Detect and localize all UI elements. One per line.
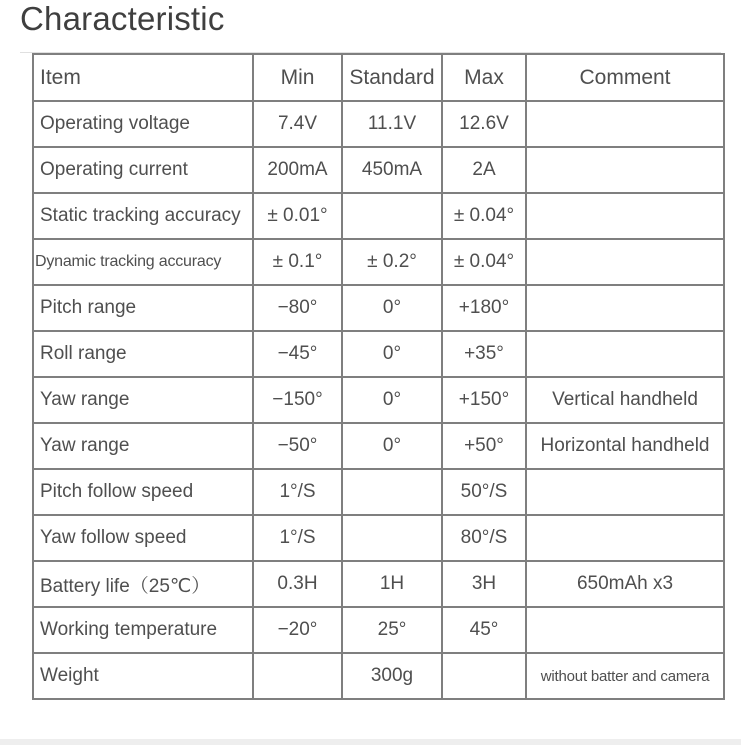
- cell-max: 50°/S: [442, 469, 526, 515]
- cell-min: −20°: [253, 607, 342, 653]
- cell-comment: [526, 239, 724, 285]
- table-row: [33, 331, 724, 377]
- cell-standard: 0°: [342, 285, 442, 331]
- table-row: [33, 101, 724, 147]
- page-title: Characteristic: [20, 0, 225, 37]
- table-row: [33, 377, 724, 423]
- spec-table: [32, 53, 725, 700]
- cell-comment: Horizontal handheld: [526, 423, 724, 469]
- header-item: Item: [33, 54, 253, 101]
- cell-max: +150°: [442, 377, 526, 423]
- cell-standard: [342, 515, 442, 561]
- table-row: [33, 653, 724, 699]
- cell-standard: ± 0.2°: [342, 239, 442, 285]
- cell-standard: [342, 193, 442, 239]
- cell-comment: [526, 331, 724, 377]
- cell-min: −80°: [253, 285, 342, 331]
- cell-standard: 0°: [342, 331, 442, 377]
- table-row: [33, 561, 724, 607]
- cell-standard: 25°: [342, 607, 442, 653]
- cell-comment: [526, 101, 724, 147]
- cell-max: +35°: [442, 331, 526, 377]
- cell-item: Roll range: [33, 331, 253, 377]
- cell-item: Working temperature: [33, 607, 253, 653]
- cell-max: 45°: [442, 607, 526, 653]
- cell-item: Operating current: [33, 147, 253, 193]
- cell-item: Pitch follow speed: [33, 469, 253, 515]
- cell-max: ± 0.04°: [442, 239, 526, 285]
- cell-standard: 450mA: [342, 147, 442, 193]
- cell-min: 1°/S: [253, 469, 342, 515]
- cell-item: Dynamic tracking accuracy: [33, 239, 253, 285]
- table-row: [33, 423, 724, 469]
- table-row: [33, 515, 724, 561]
- cell-standard: 300g: [342, 653, 442, 699]
- bottom-divider: [0, 739, 741, 745]
- cell-max: [442, 653, 526, 699]
- header-comment: Comment: [526, 54, 724, 101]
- spec-table-header: [33, 54, 724, 101]
- cell-max: 3H: [442, 561, 526, 607]
- cell-item: Operating voltage: [33, 101, 253, 147]
- cell-min: 1°/S: [253, 515, 342, 561]
- cell-standard: [342, 469, 442, 515]
- cell-comment: [526, 193, 724, 239]
- cell-min: ± 0.01°: [253, 193, 342, 239]
- cell-item: Static tracking accuracy: [33, 193, 253, 239]
- cell-min: 0.3H: [253, 561, 342, 607]
- spec-table-body: [33, 101, 724, 699]
- table-row: [33, 239, 724, 285]
- cell-comment: without batter and camera: [526, 653, 724, 699]
- cell-comment: [526, 285, 724, 331]
- cell-comment: 650mAh x3: [526, 561, 724, 607]
- cell-min: −150°: [253, 377, 342, 423]
- cell-comment: [526, 147, 724, 193]
- cell-comment: [526, 515, 724, 561]
- cell-standard: 0°: [342, 377, 442, 423]
- table-row: [33, 469, 724, 515]
- cell-item: Yaw range: [33, 377, 253, 423]
- cell-min: [253, 653, 342, 699]
- cell-item: Weight: [33, 653, 253, 699]
- cell-item: Yaw follow speed: [33, 515, 253, 561]
- cell-item: Yaw range: [33, 423, 253, 469]
- header-max: Max: [442, 54, 526, 101]
- cell-comment: [526, 469, 724, 515]
- cell-max: ± 0.04°: [442, 193, 526, 239]
- header-standard: Standard: [342, 54, 442, 101]
- cell-standard: 0°: [342, 423, 442, 469]
- cell-comment: Vertical handheld: [526, 377, 724, 423]
- cell-comment: [526, 607, 724, 653]
- table-row: [33, 607, 724, 653]
- cell-max: +50°: [442, 423, 526, 469]
- cell-min: −45°: [253, 331, 342, 377]
- cell-max: +180°: [442, 285, 526, 331]
- cell-standard: 11.1V: [342, 101, 442, 147]
- cell-min: 7.4V: [253, 101, 342, 147]
- table-row: [33, 193, 724, 239]
- cell-min: 200mA: [253, 147, 342, 193]
- table-row: [33, 147, 724, 193]
- cell-max: 2A: [442, 147, 526, 193]
- header-row: [33, 54, 724, 101]
- cell-min: ± 0.1°: [253, 239, 342, 285]
- cell-item: Battery life（25℃）: [33, 561, 253, 607]
- cell-max: 12.6V: [442, 101, 526, 147]
- cell-item: Pitch range: [33, 285, 253, 331]
- cell-max: 80°/S: [442, 515, 526, 561]
- cell-standard: 1H: [342, 561, 442, 607]
- table-row: [33, 285, 724, 331]
- header-min: Min: [253, 54, 342, 101]
- cell-min: −50°: [253, 423, 342, 469]
